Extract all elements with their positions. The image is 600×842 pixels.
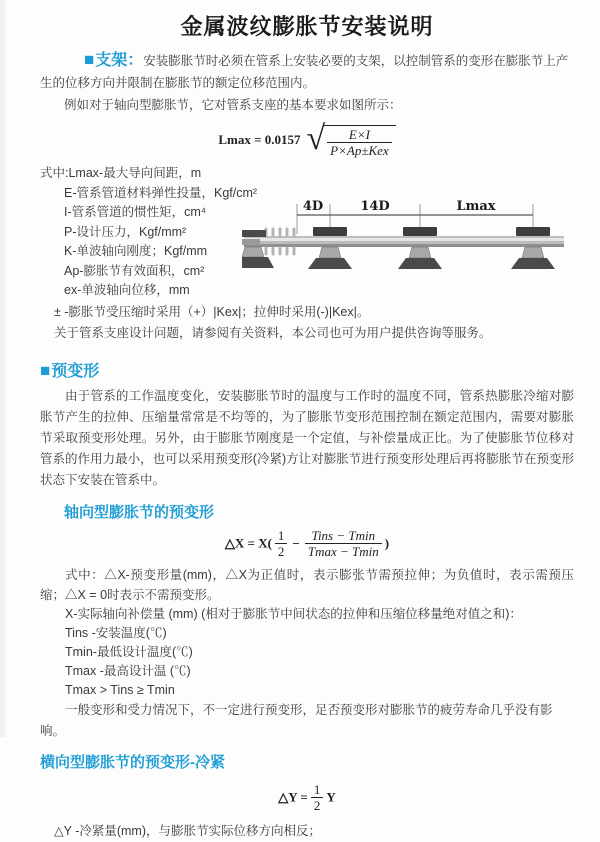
dim-label-4d: 4D: [302, 199, 324, 214]
pipe-shadow: [244, 244, 564, 247]
support-intro-text: 安装膨胀节时必须在管系上安装必要的支架，以控制管系的变形在膨胀节上产生的位移方向并限制在膨胀节的额定位移范围内。: [40, 54, 569, 90]
predeform-section-heading: [40, 358, 574, 381]
lmax-formula-lhs: Lmax = 0.0157: [218, 132, 301, 147]
pipe-support-diagram: [242, 196, 578, 292]
list-item: Tmax -最高设计温 (℃): [65, 664, 191, 678]
consult-note-line: 关于管系支座设计问题，请参阅有关资料，本公司也可为用户提供咨询等服务。: [54, 326, 492, 340]
support-example-line: 例如对于轴向型膨胀节，它对管系支座的基本要求如图所示：: [64, 98, 402, 112]
variables-and-diagram: [40, 164, 574, 302]
sqrt-radical: [307, 122, 396, 158]
radical-sign-icon: √: [306, 120, 326, 157]
lmax-fraction: [327, 127, 392, 158]
lateral-note-line: △Y -冷紧量(mm)，与膨胀节实际位移方向相反；: [54, 824, 322, 838]
axial-explain-paragraph: 式中：△X-预变形量(mm)，△X为正值时，表示膨张节需预拉伸；为负值时，表示需预压缩；△X = 0时表示不需预变形。: [40, 568, 574, 602]
dim-label-lmax: Lmax: [456, 199, 496, 214]
temperature-fraction: [305, 528, 382, 559]
axial-formula-lhs: △X = X(: [224, 535, 272, 551]
axial-subsection-heading: 轴向型膨胀节的预变形: [64, 504, 215, 521]
list-item: X-实际轴向补偿量 (mm) (相对于膨胀节中间状态的拉伸和压缩位移量绝对值之和)：: [65, 607, 522, 621]
variable-line: I-管系管道的惯性矩，cm⁴: [64, 205, 207, 219]
saddle-support: [308, 227, 352, 269]
page-title: 金属波纹膨胀节安装说明: [180, 14, 434, 39]
lmax-fraction-numerator: E×I: [327, 127, 392, 143]
variable-line: E-管系管道材料弹性投量，Kgf/cm²: [64, 185, 258, 200]
axial-variable-list: [40, 605, 574, 700]
fraction-denominator: 2: [313, 798, 321, 813]
dim-label-14d: 14D: [360, 199, 390, 214]
lateral-formula: [40, 782, 574, 813]
lmax-fraction-denominator: P×Ap±Kex: [330, 143, 389, 158]
support-heading-label: 支架：: [95, 52, 144, 69]
axial-note-line: 一般变形和受力情况下，不一定进行预变形，足否预变形对膨胀节的疲劳寿命几乎没有影响。: [40, 703, 553, 738]
support-intro-paragraph: [40, 49, 574, 94]
saddle-support: [511, 227, 555, 269]
axial-formula: [40, 528, 574, 559]
support-section-heading: [84, 52, 143, 69]
fraction-denominator: Tmax − Tmin: [307, 544, 379, 559]
fraction-denominator: 2: [277, 544, 285, 559]
lmax-formula: [40, 122, 574, 158]
fraction-numerator: Tins − Tmin: [305, 528, 382, 544]
variable-line: K-单波轴向刚度；Kgf/mm: [64, 244, 208, 258]
variable-line: Ap-膨胀节有效面积，cm²: [64, 263, 205, 278]
fraction-numerator: 1: [275, 528, 288, 544]
one-half-fraction: [275, 528, 288, 559]
variable-line: P-设计压力，Kgf/mm²: [64, 224, 187, 239]
anchor-support: [242, 230, 274, 268]
variable-line: 式中:Lmax-最大导向间距，m: [40, 166, 202, 180]
list-item: Tmin-最低设计温度(℃): [65, 645, 193, 659]
list-item: Tins -安装温度(℃): [65, 626, 167, 640]
fraction-numerator: 1: [311, 782, 324, 798]
predeform-heading-label: 预变形: [51, 363, 100, 380]
lateral-subsection-heading: 横向型膨胀节的预变形-冷紧: [40, 754, 225, 771]
section-marker-icon: ■: [40, 361, 51, 380]
predeform-paragraph: 由于管系的工作温度变化，安装膨胀节时的温度与工作时的温度不同，管系热膨胀冷缩对膨胀节产生的拉伸、压缩量常常是不均等的，为了膨胀节变形范围控制在额定范围内，需要对膨胀节采取预变形处理。另外，由于膨胀节刚度是一个定值，与补偿量成正比。为了使膨胀节位移对管系的作用力最小，也可以采用预变形(冷紧)方让对膨胀节进行预变形处理后再将膨胀节在预变形状态下安装在管系中。: [40, 389, 574, 487]
pipe-highlight: [244, 238, 564, 241]
axial-formula-close: ): [384, 535, 390, 551]
lateral-formula-lhs: △Y =: [278, 789, 308, 805]
pm-note-line: ± -膨胀节受压缩时采用（+）|Kex|；拉伸时采用(-)|Kex|。: [54, 305, 370, 319]
variable-line: ex-单波轴向位移，mm: [64, 283, 190, 297]
list-item: Tmax > Tins ≥ Tmin: [65, 683, 175, 697]
saddle-support: [398, 227, 442, 269]
minus-operator: −: [292, 535, 300, 551]
lateral-formula-rhs: Y: [326, 789, 336, 805]
radicand: [323, 125, 396, 158]
one-half-fraction: [311, 782, 324, 813]
section-marker-icon: ■: [84, 50, 95, 69]
